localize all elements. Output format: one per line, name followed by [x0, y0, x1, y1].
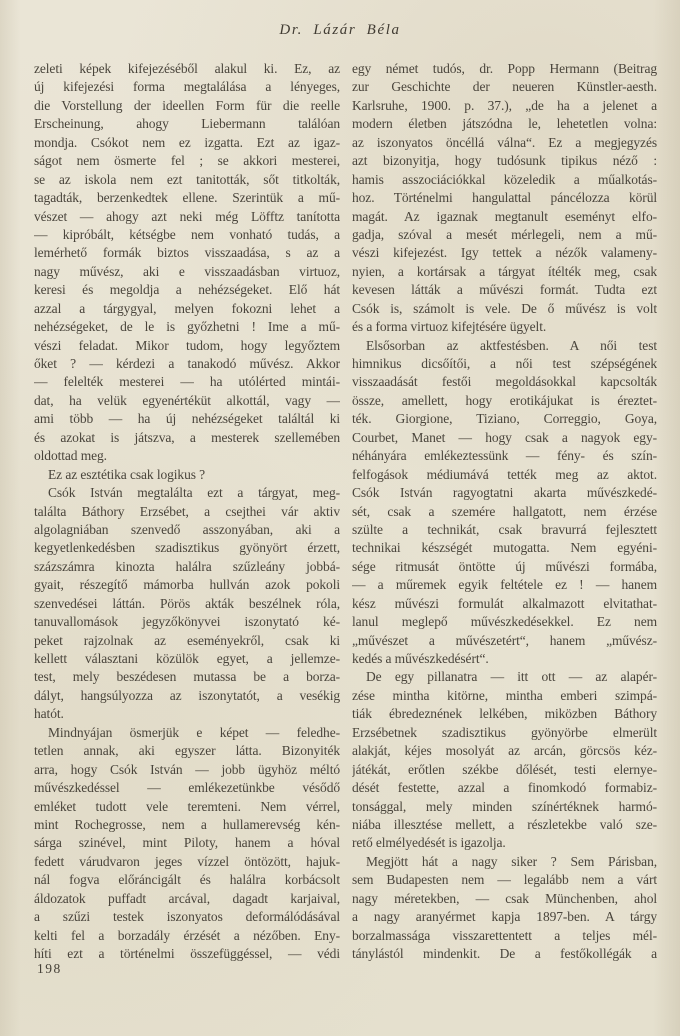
text-line: lemérhető formák biztos visszaadása, s az a — [34, 245, 340, 261]
text-line: mondja. Csókot nem ez izgatta. Ezt az igaz- — [34, 134, 340, 150]
text-line: egy német tudós, dr. Popp Hermann (Beitrag — [352, 61, 657, 76]
text-line: nehézségeket, de le is győzhetni ! Ime a mű- — [34, 319, 340, 335]
text-line: vészi feladat. Mikor tudom, hogy legyőztem — [34, 337, 340, 353]
text-line: játékát, erőtlen székbe dőlését, testi elernye- — [352, 761, 657, 777]
text-line: Megjött hát a nagy siker ? Sem Párisban, — [366, 853, 657, 869]
text-line: kedés a művészkedésért“. — [352, 651, 489, 666]
text-line: Csók István ragyogtatni akarta művészkedé- — [352, 485, 657, 501]
text-line: „művészet a művészetért“, hanem „művész- — [352, 632, 657, 648]
text-line: nagy méretekben, — csak Münchenben, ahol — [352, 890, 657, 906]
text-line: találta Báthory Erzsébet, a csejthei vár aktiv — [34, 503, 340, 519]
text-line: új kifejezési forma megtalálása a lényeges, — [34, 79, 340, 95]
text-line: áldozatok puffadt arcával, dagadt karjaival, — [34, 890, 340, 906]
text-line: alakját, kéjes mosolyát az arcán, görcsös kéz- — [352, 743, 657, 759]
text-line: tanuvallomások jegyzőkönyvei iszonytató ké- — [34, 614, 340, 630]
text-line: a nagy aranyérmet kapja 1897-ben. A tárgy — [352, 909, 657, 925]
text-line: visszaadását festői megoldásokkal kapcsolták — [352, 374, 657, 390]
text-line: emléket tudott vele teremteni. Nem vérrel, — [34, 798, 340, 814]
text-line: művészkedéssel — emlékezetünkbe vésődő — [34, 780, 340, 796]
text-line: ami több — ha új nehézségeket találtál ki — [34, 411, 340, 427]
text-line: Csók István megtalálta ezt a tárgyat, meg- — [48, 485, 340, 501]
text-line: fedett várudvaron jeges vízzel öntözött, hajuk- — [34, 853, 340, 869]
text-line: sem Budapesten nem — legalább nem a várt — [352, 872, 657, 888]
text-line: De egy pillanatra — itt ott — az alapér- — [366, 669, 657, 685]
text-line: zeleti képek kifejezéséből alakul ki. Ez, az — [34, 61, 340, 76]
text-line: Csók is, számolt is vele. De ő művész is volt — [352, 300, 657, 316]
text-line: himnikus dicsőítői, a női test szépségének — [352, 356, 657, 371]
text-line: arra, hogy Csók István — jobb ügyhöz méltó — [34, 761, 340, 777]
text-line: dését festette, azzal a finomkodó formabiz- — [352, 780, 657, 796]
text-line: hamis asszociációkkal közeledik a műalkotás- — [352, 171, 657, 187]
text-line: mint Rochegrosse, nem a hullamerevség kén- — [34, 816, 340, 832]
text-line: Karlsruhe, 1900. p. 37.), „de ha a jelenet a — [352, 97, 657, 113]
text-line: tetlen annak, aki egyszer látta. Bizonyiték — [34, 743, 340, 759]
text-line: nál fogva előráncigált és halálra korbácsolt — [34, 872, 340, 888]
text-line: Courbet, Manet — hogy csak a nagyok egy- — [352, 429, 657, 445]
text-line: kellett választani közülök egyet, a jellemze- — [34, 651, 340, 666]
text-line: dályt, hangsúlyozza az iszonytatót, a vesékig — [34, 687, 340, 703]
text-line: se az iskola nem ezt tanitották, sőt titkolták, — [34, 171, 340, 187]
text-line: Erzsébetnek szadisztikus gyönyörbe elmerült — [352, 724, 657, 740]
text-line: sét, csak a szemére hallgatott, nem érzése — [352, 503, 657, 519]
text-line: peket rajzolnak az eseményekről, csak ki — [34, 632, 340, 648]
text-line: ték. Giorgione, Tiziano, Correggio, Goya, — [352, 411, 657, 427]
text-line: tagadták, berzenkedtek ellene. Szerintük a mű- — [34, 190, 340, 206]
text-line: gyait, részegítő mámorba hullván azok pokoli — [34, 577, 340, 593]
text-line: felfogások médiumává tették meg az aktot. — [352, 466, 657, 482]
text-line: vészi kifejezést. Igy tettek a nézők valameny- — [352, 245, 657, 261]
text-line: néhányára emlékeztessünk — fény- és szín- — [352, 448, 657, 464]
text-line: a szűzi testek iszonyatos deformálódásával — [34, 909, 340, 925]
text-line: test, mely beszédesen mutassa be a borza- — [34, 669, 340, 685]
text-line: szülte a technikát, csak bravurrá fejlesztett — [352, 521, 657, 537]
text-line: kész művészi formulát alkalmazott elvitathat- — [352, 595, 657, 611]
text-line: keresi és megoldja a nehézségeket. Elő hát — [34, 282, 340, 298]
text-line: az iszonyatos öncéllá válna“. Ez a megjegyzés — [352, 134, 657, 150]
text-line: kelti fel a borzadály érzését a nézőben. Eny- — [34, 927, 340, 943]
text-line: Ez az esztétika csak logikus ? — [48, 466, 206, 482]
text-line: vészet — ahogy azt neki még Löfftz tanította — [34, 208, 340, 224]
text-line: borzalmassága visszarettentett a teljes mél- — [352, 927, 657, 943]
text-line: rető elmélyedését is igazolja. — [352, 835, 506, 851]
text-line: algolagniában szenvedő asszonyában, aki a — [34, 521, 340, 537]
text-line: technikai készségét mutogatta. Nem egyéni- — [352, 540, 657, 556]
text-line: össze, amellett, hogy erotikájukat is éreztet- — [352, 392, 657, 408]
text-line: sége ritmusát öntötte új művészi formába, — [352, 558, 657, 574]
text-line: nyien, a kortársak a tárgyat ítélték meg, csak — [352, 263, 657, 279]
text-line: modern életben játszódna le, lehetetlen volna: — [352, 116, 657, 132]
text-line: kevesen látták a művészi formát. Tudta ezt — [352, 282, 657, 298]
text-line: Elsősorban az aktfestésben. A női test — [366, 337, 657, 353]
text-line: zur Geschichte der neueren Künstler-aesth. — [352, 79, 657, 95]
text-line: lanul meglepő művészkedésekkel. Ez nem — [352, 614, 657, 630]
text-line: magát. Az igaznak megtanult eseményt elfo- — [352, 208, 657, 224]
text-line: sárga szinével, mint Piloty, hanem a hóval — [34, 835, 340, 851]
text-line: die Vorstellung der ideellen Form für die reelle — [34, 97, 340, 113]
page-header-title: Dr. Lázár Béla — [279, 22, 401, 38]
text-line: Mindnyájan ösmerjük e képet — feledhe- — [48, 724, 340, 740]
text-line: ságot nem ösmerte fel ; se akkori mesterei, — [34, 153, 340, 169]
text-line: híti ezt a történelmi összefüggéssel, — védi — [34, 946, 340, 961]
text-line: gadja, szóval a mesét mérlegeli, nem a mű- — [352, 226, 657, 242]
text-line: szenvedései láttán. Pörös akták beszélnek róla, — [34, 595, 340, 611]
left-text-column — [34, 60, 340, 963]
text-line: hatót. — [34, 706, 64, 722]
text-line: tonsággal, mely minden színértéknek harmó- — [352, 798, 657, 814]
text-line: kegyetlenkedésben szadisztikus gyönyört érzett, — [34, 540, 340, 556]
text-line: niába illesztése mellett, a részletekbe való sze- — [352, 816, 657, 832]
text-line: Erscheinung, ahogy Liebermann találóan — [34, 116, 340, 132]
text-line: hoz. Történelmi hangulattal páncélozza körül — [352, 190, 657, 206]
text-line: és a forma virtuoz kifejtésére ügyelt. — [352, 319, 547, 335]
text-line: százszámra kinozta halálra szűzleány jobbá- — [34, 558, 340, 574]
text-line: — felelték mesterei — ha utólérted mintái- — [34, 374, 340, 390]
right-text-column — [352, 60, 657, 963]
text-line: őket ? — kérdezi a tanakodó művész. Akkor — [34, 356, 340, 371]
text-line: nagy művész, aki e visszaadásban virtuoz, — [34, 263, 340, 279]
text-line: azzal a tárgygyal, melyen fokozni lehet a — [34, 300, 340, 316]
text-line: azt bizonyitja, hogy tudósunk tipikus néző : — [352, 153, 657, 169]
text-line: dat, ha velük egyenértéküt alkottál, vagy — — [34, 392, 340, 408]
text-line: tiák ébredeznének lelkében, miközben Báthory — [352, 706, 657, 722]
page-number: 198 — [37, 961, 62, 976]
text-line: tánylástól mindenkit. De a festőkollégák a — [352, 946, 657, 961]
text-line: — a műremek egyik feltétele ez ! — hanem — [352, 577, 657, 593]
text-line: — kipróbált, kétségbe nem vonható tudás, a — [34, 226, 340, 242]
text-line: oldottad meg. — [34, 448, 107, 464]
text-line: és azokat is játszva, a mesterek szellemében — [34, 429, 340, 445]
text-line: zése mintha kitörne, mintha emberi szimpá- — [352, 687, 657, 703]
